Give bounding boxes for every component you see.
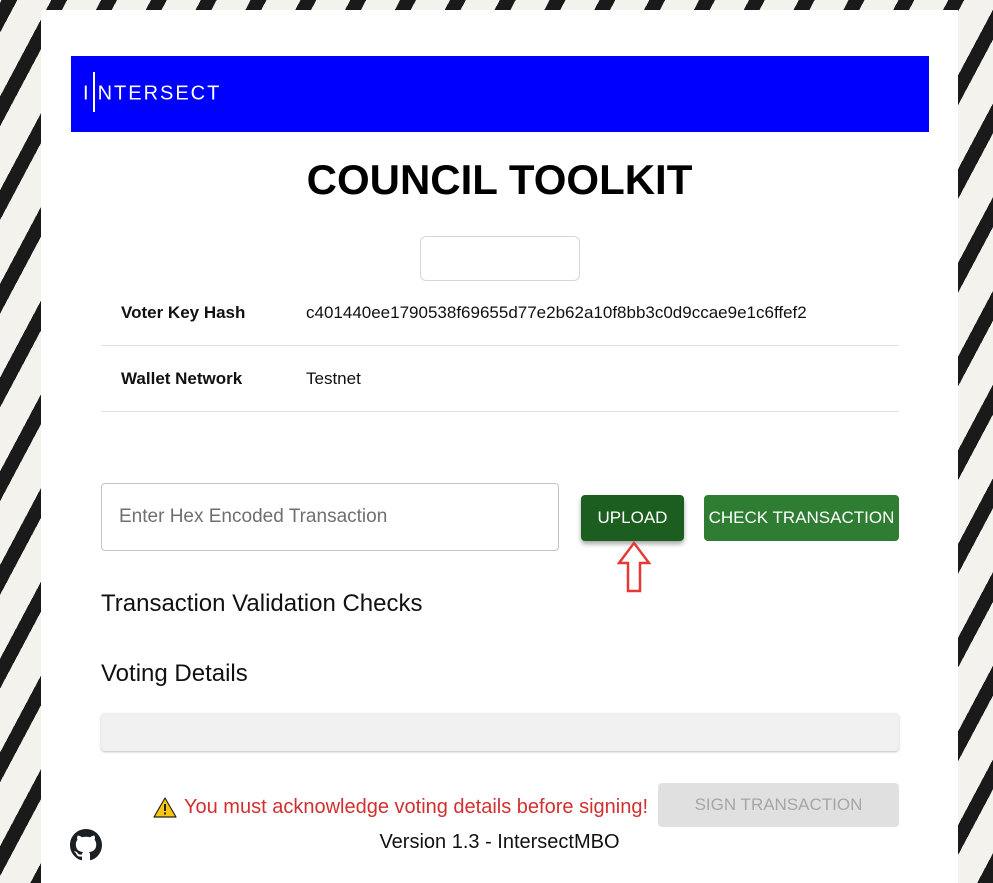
hex-transaction-input[interactable] xyxy=(101,483,559,551)
logo-first-letter: I xyxy=(83,82,91,105)
wallet-info-table xyxy=(101,280,899,412)
upload-button[interactable]: UPLOAD xyxy=(581,495,684,541)
info-row-network xyxy=(101,346,899,412)
validation-checks-title: Transaction Validation Checks xyxy=(101,590,423,617)
voter-key-label: Voter Key Hash xyxy=(121,302,246,322)
up-arrow-icon xyxy=(617,541,651,593)
logo-divider xyxy=(93,72,95,112)
wallet-connect-button[interactable] xyxy=(420,236,580,281)
acknowledge-warning xyxy=(153,796,648,819)
sign-transaction-button[interactable]: SIGN TRANSACTION xyxy=(658,783,899,827)
warning-icon xyxy=(153,797,177,818)
intersect-logo xyxy=(83,74,221,114)
info-row-voter-key xyxy=(101,280,899,346)
main-panel xyxy=(41,10,958,883)
network-label: Wallet Network xyxy=(121,368,243,388)
network-value: Testnet xyxy=(306,368,361,388)
voting-details-panel[interactable] xyxy=(101,713,899,751)
voter-key-value: c401440ee1790538f69655d77e2b62a10f8bb3c0d9ccae9e1c6ffef2 xyxy=(306,302,807,322)
version-text: Version 1.3 - IntersectMBO xyxy=(379,831,620,853)
warning-text: You must acknowledge voting details before signing! xyxy=(184,796,649,818)
header-bar xyxy=(71,56,929,132)
logo-text: NTERSECT xyxy=(97,82,222,105)
page-title: COUNCIL TOOLKIT xyxy=(306,156,693,203)
check-transaction-button[interactable]: CHECK TRANSACTION xyxy=(704,495,899,541)
voting-details-title: Voting Details xyxy=(101,660,248,687)
